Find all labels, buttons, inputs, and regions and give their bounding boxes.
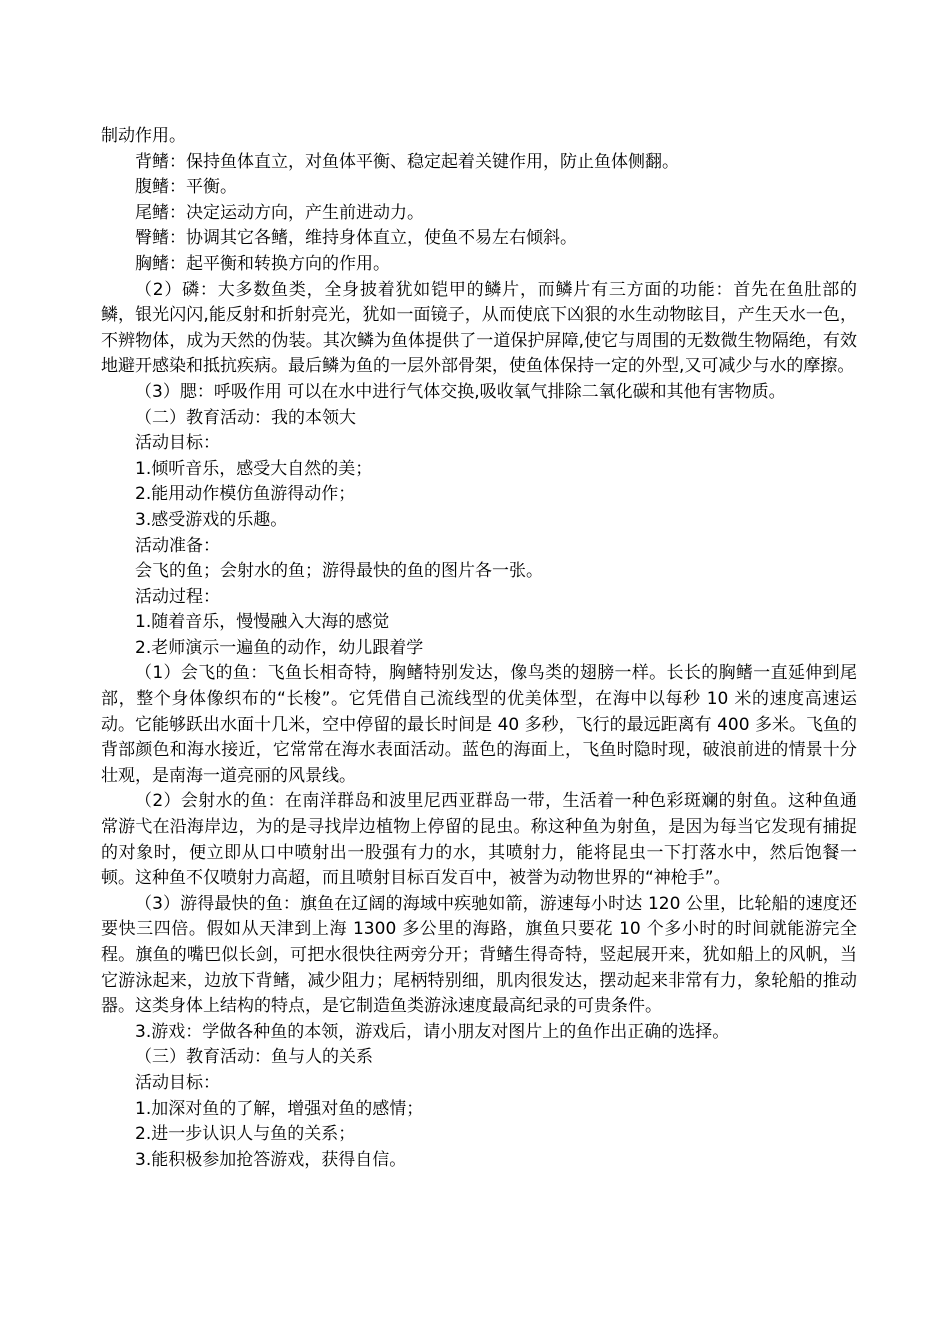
section-heading-2: （二）教育活动：我的本领大 bbox=[135, 407, 356, 428]
list-item: 3.能积极参加抢答游戏，获得自信。 bbox=[135, 1149, 407, 1170]
paragraph-flying-fish: （1）会飞的鱼：飞鱼长相奇特，胸鳍特别发达，像鸟类的翅膀一样。长长的胸鳍一直延伸到尾部，整个身体像织布的“长梭”。它凭借自己流线型的优美体型，在海中以每秒 10 米的速度高速运动。它能够跃出水面十几米，空中停留的最长时间是 40 多秒，飞行的最远距离有 400 多米。飞鱼的背部颜色和海水接近，它常常在海水表面活动。蓝色的海面上，飞鱼时隐时现，破浪前进的情景十分壮观，是南海一道亮丽的风景线。 bbox=[101, 663, 857, 786]
activity-goals-label: 活动目标： bbox=[135, 1072, 220, 1093]
list-item: 3.游戏：学做各种鱼的本领，游戏后，请小朋友对图片上的鱼作出正确的选择。 bbox=[135, 1021, 730, 1042]
list-item: 2.老师演示一遍鱼的动作，幼儿跟着学 bbox=[135, 637, 424, 658]
list-item: 1.倾听音乐，感受大自然的美； bbox=[135, 458, 373, 479]
paragraph-pectoral-fin: 胸鳍：起平衡和转换方向的作用。 bbox=[135, 253, 390, 274]
document-page bbox=[101, 124, 857, 1173]
activity-prep-text: 会飞的鱼；会射水的鱼；游得最快的鱼的图片各一张。 bbox=[135, 561, 543, 582]
paragraph-tail-fin: 尾鳍：决定运动方向，产生前进动力。 bbox=[135, 202, 424, 223]
paragraph-dorsal-fin: 背鳍：保持鱼体直立，对鱼体平衡、稳定起着关键作用，防止鱼体侧翻。 bbox=[135, 151, 679, 172]
activity-goals-label: 活动目标： bbox=[135, 433, 220, 454]
paragraph-pelvic-fin: 腹鳍：平衡。 bbox=[135, 177, 237, 198]
section-heading-3: （三）教育活动：鱼与人的关系 bbox=[135, 1047, 373, 1068]
paragraph-sailfish: （3）游得最快的鱼：旗鱼在辽阔的海域中疾驰如箭，游速每小时达 120 公里，比轮船的速度还要快三四倍。假如从天津到上海 1300 多公里的海路，旗鱼只要花 10 个多小时的时间就能游完全程。旗鱼的嘴巴似长剑，可把水很快往两旁分开；背鳍生得奇特，竖起展开来，犹如船上的风帆，当它游泳起来，边放下背鳍，减少阻力；尾柄特别细，肌肉很发达，摆动起来非常有力，象轮船的推动器。这类身体上结构的特点，是它制造鱼类游泳速度最高纪录的可贵条件。 bbox=[101, 893, 857, 1017]
paragraph-archer-fish: （2）会射水的鱼：在南洋群岛和波里尼西亚群岛一带，生活着一种色彩斑斓的射鱼。这种鱼通常游弋在沿海岸边，为的是寻找岸边植物上停留的昆虫。称这种鱼为射鱼，是因为每当它发现有捕捉的对象时，便立即从口中喷射出一股强有力的水，其喷射力，能将昆虫一下打落水中，然后饱餐一顿。这种鱼不仅喷射力高超，而且喷射目标百发百中，被誉为动物世界的“神枪手”。 bbox=[101, 791, 857, 889]
list-item: 3.感受游戏的乐趣。 bbox=[135, 509, 288, 530]
paragraph-gills: （3）腮：呼吸作用 可以在水中进行气体交换,吸收氧气排除二氧化碳和其他有害物质。 bbox=[135, 381, 786, 402]
list-item: 2.进一步认识人与鱼的关系； bbox=[135, 1124, 356, 1145]
paragraph-scales: （2）磷：大多数鱼类，全身披着犹如铠甲的鳞片，而鳞片有三方面的功能：首先在鱼肚部的鳞，银光闪闪,能反射和折射亮光，犹如一面镜子，从而使底下凶狠的水生动物眩目，产生天水一色，不辨物体，成为天然的伪装。其次鳞为鱼体提供了一道保护屏障,使它与周围的无数微生物隔绝，有效地避开感染和抵抗疾病。最后鳞为鱼的一层外部骨架，使鱼体保持一定的外型,又可减少与水的摩擦。 bbox=[101, 279, 857, 377]
activity-prep-label: 活动准备： bbox=[135, 535, 220, 556]
paragraph-continuation: 制动作用。 bbox=[101, 126, 186, 146]
list-item: 2.能用动作模仿鱼游得动作； bbox=[135, 484, 356, 505]
list-item: 1.随着音乐，慢慢融入大海的感觉 bbox=[135, 612, 390, 633]
paragraph-anal-fin: 臀鳍：协调其它各鳍，维持身体直立，使鱼不易左右倾斜。 bbox=[135, 228, 577, 249]
activity-process-label: 活动过程： bbox=[135, 586, 220, 607]
list-item: 1.加深对鱼的了解，增强对鱼的感情； bbox=[135, 1098, 424, 1119]
